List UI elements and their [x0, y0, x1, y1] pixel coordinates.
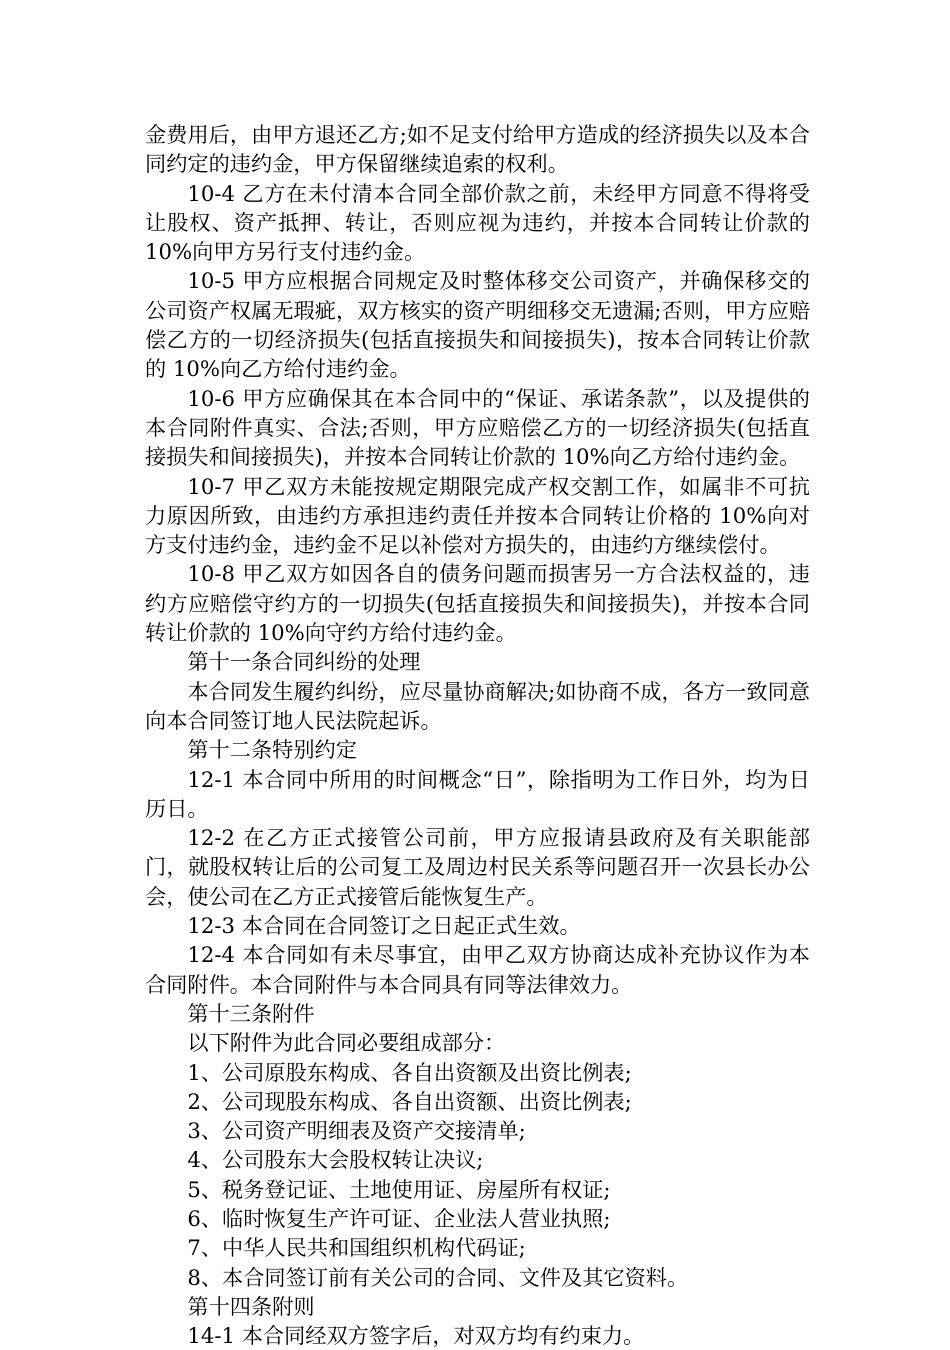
document-page: [145, 120, 810, 1350]
article-13-heading: 第十三条附件: [187, 1000, 315, 1026]
clause-10-5: 10-5 甲方应根据合同规定及时整体移交公司资产，并确保移交的公司资产权属无瑕疵，双方核实的资产明细移交无遗漏;否则，甲方应赔偿乙方的一切经济损失(包括直接损失和间接损失)，按本合同转让价款的 10%向乙方给付违约金。: [145, 268, 810, 382]
clause-10-7: 10-7 甲乙双方未能按规定期限完成产权交割工作，如属非不可抗力原因所致，由违约方承担违约责任并按本合同转让价格的 10%向对方支付违约金，违约金不足以补偿对方损失的，由违约方继续偿付。: [145, 473, 810, 558]
article-11-body: 本合同发生履约纠纷，应尽量协商解决;如协商不成，各方一致同意向本合同签订地人民法院起诉。: [145, 678, 810, 733]
attachment-item: 2、公司现股东构成、各自出资额、出资比例表;: [187, 1088, 632, 1114]
clause-12-2: 12-2 在乙方正式接管公司前，甲方应报请县政府及有关职能部门，就股权转让后的公司复工及周边村民关系等问题召开一次县长办公会，使公司在乙方正式接管后能恢复生产。: [145, 825, 810, 909]
article-12-heading: 第十二条特别约定: [187, 737, 357, 763]
clause-10-6: 10-6 甲方应确保其在本合同中的“保证、承诺条款”，以及提供的本合同附件真实、合法;否则，甲方应赔偿乙方的一切经济损失(包括直接损失和间接损失)，并按本合同转让价款的 10%向乙方给付违约金。: [145, 385, 810, 470]
clause-10-4: 10-4 乙方在未付清本合同全部价款之前，未经甲方同意不得将受让股权、资产抵押、转让，否则应视为违约，并按本合同转让价款的 10%向甲方另行支付违约金。: [145, 180, 810, 265]
clause-10-8: 10-8 甲乙双方如因各自的债务问题而损害另一方合法权益的，违约方应赔偿守约方的一切损失(包括直接损失和间接损失)，并按本合同转让价款的 10%向守约方给付违约金。: [145, 561, 810, 646]
attachment-item: 8、本合同签订前有关公司的合同、文件及其它资料。: [187, 1264, 689, 1290]
attachment-item: 5、税务登记证、土地使用证、房屋所有权证;: [187, 1176, 611, 1202]
attachment-item: 4、公司股东大会股权转让决议;: [187, 1147, 484, 1173]
clause-12-3: 12-3 本合同在合同签订之日起正式生效。: [187, 913, 581, 939]
attachment-item: 7、中华人民共和国组织机构代码证;: [187, 1235, 526, 1261]
paragraph-continuation: 金费用后，由甲方退还乙方;如不足支付给甲方造成的经济损失以及本合同约定的违约金，甲方保留继续追索的权利。: [145, 122, 810, 177]
attachments-intro: 以下附件为此合同必要组成部分：: [187, 1030, 506, 1056]
clause-12-4: 12-4 本合同如有未尽事宜，由甲乙双方协商达成补充协议作为本合同附件。本合同附件与本合同具有同等法律效力。: [145, 942, 810, 997]
attachment-item: 6、临时恢复生产许可证、企业法人营业执照;: [187, 1205, 611, 1231]
attachment-item: 3、公司资产明细表及资产交接清单;: [187, 1118, 526, 1144]
clause-14-1: 14-1 本合同经双方签字后，对双方均有约束力。: [187, 1323, 645, 1349]
clause-12-1: 12-1 本合同中所用的时间概念“日”，除指明为工作日外，均为日历日。: [145, 766, 810, 821]
article-14-heading: 第十四条附则: [187, 1293, 315, 1319]
article-11-heading: 第十一条合同纠纷的处理: [187, 649, 421, 675]
attachment-item: 1、公司原股东构成、各自出资额及出资比例表;: [187, 1059, 632, 1085]
